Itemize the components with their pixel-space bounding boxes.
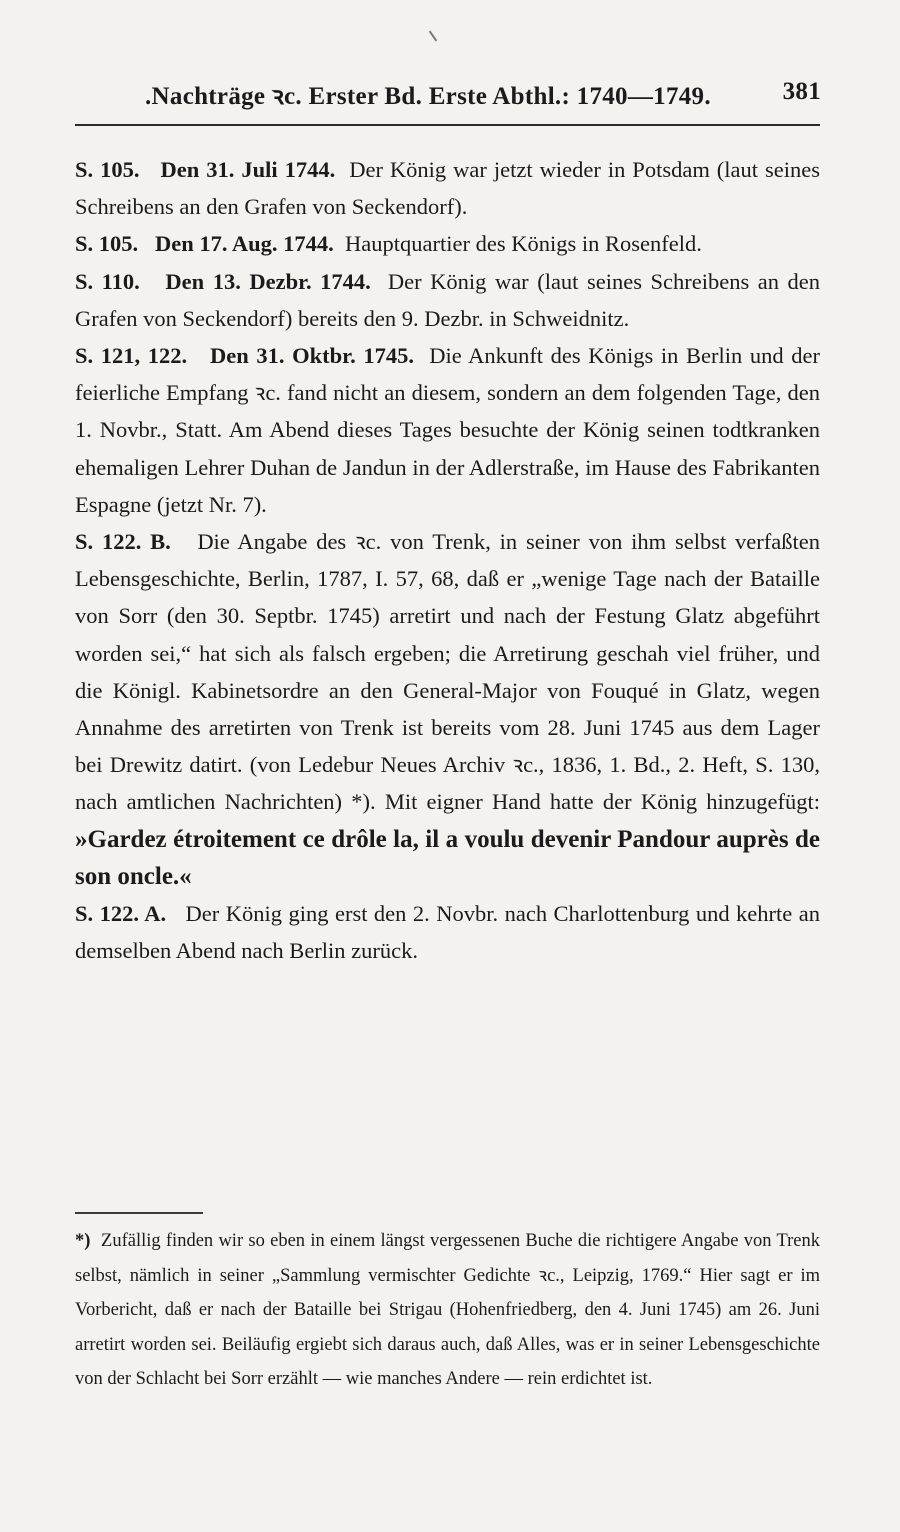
entry [75,895,820,969]
running-header [75,72,821,112]
footnote-rule [75,1212,203,1214]
entry [75,337,820,523]
footnote-mark: *) [75,1231,91,1251]
entry-text: Der König ging erst den 2. Novbr. nach Charlottenburg und kehrte an demselben Abend nach Berlin zurück. [75,901,820,964]
entry-date: Den 31. Oktbr. 1745. [210,343,414,369]
footnote-text: Zufällig finden wir so eben in einem längst vergessenen Buche die richtigere Angabe von Trenk selbst, nämlich in seiner „Sammlung vermischter Gedichte ꝛc., Leipzig, 1769.“ Hier sagt er im Vorbericht, daß er nach der Bataille bei Strigau (Hohenfriedberg, den 4. Juni 1745) am 26. Juni arretirt worden sei. Beiläufig ergiebt sich daraus auch, daß Alles, was er in seiner Lebensgeschichte von der Schlacht bei Sorr erzählt — wie manches Andere — rein erdichtet ist. [75,1231,821,1390]
entry-reference: S. 122. A. [75,901,167,927]
french-quote: »Gardez étroitement ce drôle la, il a voulu devenir Pandour auprès de son oncle.« [75,825,820,890]
entry-reference: S. 122. B. [75,529,171,555]
footnote [75,1224,820,1397]
entry [75,151,820,225]
main-text [75,151,820,969]
entry-reference: S. 105. [75,157,140,182]
entry-date: Den 13. Dezbr. 1744. [165,268,371,294]
entry-text: Der König war (laut seines Schreibens an den Grafen von Seckendorf) bereits den 9. Dezbr. in Schweidnitz. [75,268,821,331]
entry-text: Die Angabe des ꝛc. von Trenk, in seiner von ihm selbst verfaßten Lebensgeschichte, Berlin, 1787, I. 57, 68, daß er „wenige Tage nach der Bataille von Sorr (den 30. Septbr. 1745) arretirt und nach der Festung Glatz abgeführt worden sei,“ hat sich als falsch ergeben; die Arretirung geschah viel früher, und die Königl. Kabinetsordre an den General-Major von Fouqué in Glatz, wegen Annahme des arretirten von Trenk ist bereits vom 28. Juni 1745 aus dem Lager bei Drewitz datirt. (von Ledebur Neues Archiv ꝛc., 1836, 1. Bd., 2. Heft, S. 130, nach amtlichen Nachrichten) *). Mit eigner Hand hatte der König hinzugefügt: [75,529,821,815]
entry-reference: S. 110. [75,268,140,294]
entry-text: Hauptquartier des Königs in Rosenfeld. [345,231,702,257]
entry-text: Die Ankunft des Königs in Berlin und der feierliche Empfang ꝛc. fand nicht an diesem, sondern an dem folgenden Tage, den 1. Novbr., Statt. Am Abend dieses Tages besuchte der König seinen todtkranken ehemaligen Lehrer Duhan de Jandun in der Adlerstraße, im Hause des Fabrikanten Espagne (jetzt Nr. 7). [75,343,821,517]
entry-date: Den 17. Aug. 1744. [155,231,334,257]
entry-text: Der König war jetzt wieder in Potsdam (laut seines Schreibens an den Grafen von Seckendorf). [75,157,821,220]
page-number: 381 [782,78,821,105]
entry-reference: S. 121, 122. [75,343,188,369]
paper-speck [429,31,438,42]
header-rule [75,124,820,126]
entry [75,225,820,262]
entry-date: Den 31. Juli 1744. [160,157,336,182]
entry [75,523,820,895]
running-title: .Nachträge ꝛc. Erster Bd. Erste Abthl.: 1740—1749. [145,83,711,110]
entry [75,263,820,337]
entry-reference: S. 105. [75,231,139,257]
